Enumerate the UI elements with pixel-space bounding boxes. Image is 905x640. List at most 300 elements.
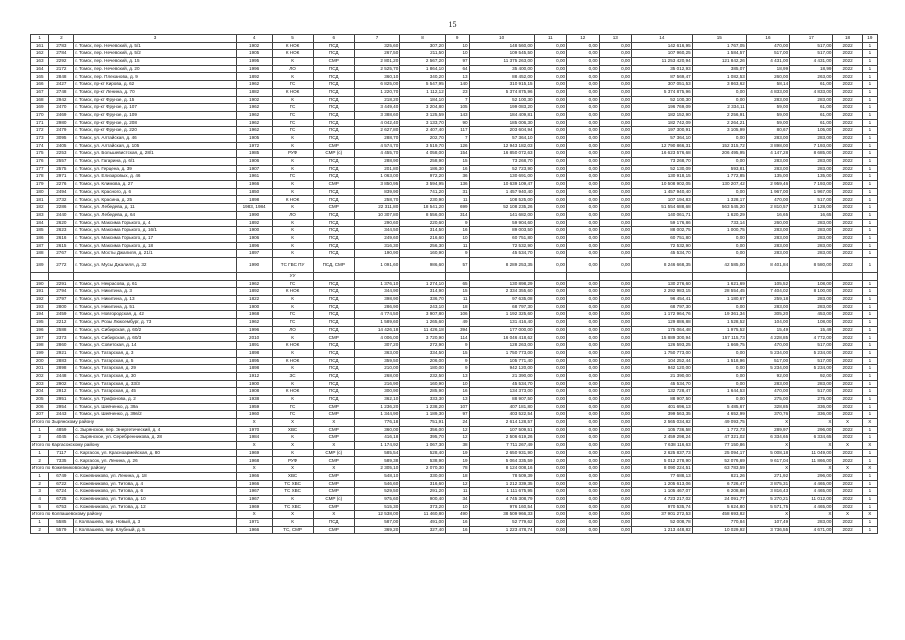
- table-cell: 6 334,65: [746, 434, 789, 442]
- table-cell: 344,90: [354, 288, 399, 296]
- table-row: [31, 395, 878, 403]
- table-cell: [692, 272, 746, 280]
- table-cell: 490: [445, 511, 469, 519]
- table-cell: г. Томск, ул. Климова, д. 27: [74, 181, 236, 189]
- table-cell: СМР: [313, 403, 354, 411]
- table-cell: X: [746, 511, 789, 519]
- table-cell: СМР: [313, 488, 354, 496]
- table-cell: 356,00: [400, 426, 445, 434]
- table-cell: 2022: [833, 150, 862, 158]
- table-cell: 2022: [833, 42, 862, 50]
- table-cell: 130 276,60: [632, 280, 693, 288]
- table-cell: К: [272, 380, 313, 388]
- table-cell: 2022: [833, 388, 862, 396]
- table-cell: г. Томск, ул. Никитина, д. 3: [74, 288, 236, 296]
- table-cell: УУ: [272, 272, 313, 280]
- table-cell: 0,00: [599, 104, 631, 112]
- table-cell: 131 416,40: [469, 319, 534, 327]
- table-cell: 453,00: [790, 311, 833, 319]
- table-row: [31, 426, 878, 434]
- table-cell: 52 076,69: [692, 457, 746, 465]
- table-cell: 0,00: [692, 395, 746, 403]
- table-cell: 458 693,82: [692, 511, 746, 519]
- table-cell: 0,00: [567, 334, 599, 342]
- table-cell: 256,30: [400, 242, 445, 250]
- table-cell: 8 124 008,16: [469, 465, 534, 473]
- table-cell: К: [272, 250, 313, 258]
- table-cell: 52 100,30: [632, 96, 693, 104]
- table-cell: 0,00: [567, 349, 599, 357]
- table-cell: 1938: [236, 395, 272, 403]
- table-cell: [31, 272, 49, 280]
- table-cell: 207: [31, 411, 49, 419]
- table-cell: 1 265,60: [400, 319, 445, 327]
- table-cell: 0,00: [599, 488, 631, 496]
- table-cell: [469, 272, 534, 280]
- table-cell: 0,00: [567, 96, 599, 104]
- table-cell: 1905: [236, 134, 272, 142]
- table-row: [31, 196, 878, 204]
- table-cell: 0,00: [599, 188, 631, 196]
- table-cell: 0,00: [534, 465, 566, 473]
- table-row: [31, 296, 878, 304]
- table-cell: 2022: [833, 426, 862, 434]
- table-cell: 1908: [236, 388, 272, 396]
- table-cell: 1: [862, 449, 877, 457]
- table-cell: 1: [862, 227, 877, 235]
- table-cell: 1 063,00: [354, 173, 399, 181]
- table-cell: 0,00: [599, 342, 631, 350]
- table-cell: 1: [862, 457, 877, 465]
- table-cell: 2022: [833, 411, 862, 419]
- table-cell: 589,38: [354, 457, 399, 465]
- table-cell: г. Томск, ул. Новгородская, д. 42: [74, 311, 236, 319]
- table-cell: 2443: [49, 411, 74, 419]
- table-cell: 97: [445, 411, 469, 419]
- table-cell: 8 090 224,51: [632, 465, 693, 473]
- table-cell: 184: [31, 219, 49, 227]
- table-cell: 5 012 278,90: [632, 457, 693, 465]
- table-cell: 975,60: [354, 495, 399, 503]
- table-cell: СМР: [313, 181, 354, 189]
- table-cell: 105 736,58: [632, 426, 693, 434]
- table-cell: 776,18: [354, 419, 399, 427]
- table-row: [31, 319, 878, 327]
- table-cell: 1 238,20: [400, 403, 445, 411]
- table-cell: К: [272, 518, 313, 526]
- table-cell: 2 459 298,24: [632, 434, 693, 442]
- table-cell: 325,60: [354, 42, 399, 50]
- table-cell: 0,00: [567, 104, 599, 112]
- table-cell: 1962: [236, 119, 272, 127]
- table-cell: ПСД: [313, 73, 354, 81]
- table-cell: 142 616,95: [632, 42, 693, 50]
- table-cell: 2022: [833, 96, 862, 104]
- table-cell: 12: [445, 434, 469, 442]
- table-cell: 1912: [236, 372, 272, 380]
- table-cell: 163: [31, 58, 49, 66]
- table-cell: ТС, СМР: [272, 526, 313, 534]
- table-cell: 0,00: [534, 142, 566, 150]
- table-cell: 344,50: [354, 227, 399, 235]
- table-cell: 0,00: [567, 81, 599, 89]
- column-number: 17: [790, 35, 833, 43]
- table-cell: 0,00: [534, 311, 566, 319]
- column-number-row: [31, 35, 878, 43]
- table-cell: 283,00: [790, 96, 833, 104]
- table-row: [31, 150, 878, 158]
- table-cell: 2291: [49, 280, 74, 288]
- table-cell: X: [313, 465, 354, 473]
- table-row: [31, 380, 878, 388]
- table-row: [31, 73, 878, 81]
- table-cell: г. Томск, ул. Советская, д. 14: [74, 342, 236, 350]
- table-cell: 1: [862, 181, 877, 189]
- table-cell: 362,10: [354, 395, 399, 403]
- table-cell: 2898: [49, 365, 74, 373]
- table-cell: г. Томск, ул. Никитина, д. 51: [74, 303, 236, 311]
- table-cell: К: [272, 227, 313, 235]
- table-cell: 0,00: [534, 50, 566, 58]
- table-cell: 65: [445, 280, 469, 288]
- table-cell: 1 111 675,95: [469, 488, 534, 496]
- table-cell: 517,00: [790, 196, 833, 204]
- table-cell: 1: [862, 503, 877, 511]
- table-cell: г. Томск, пер. Плеханова, д. 9: [74, 73, 236, 81]
- table-cell: 0,00: [567, 158, 599, 166]
- table-cell: 1990: [236, 211, 272, 219]
- column-number: 9: [445, 35, 469, 43]
- table-cell: 2022: [833, 134, 862, 142]
- table-cell: К НОК: [272, 42, 313, 50]
- table-cell: 196 769,09: [632, 104, 693, 112]
- table-cell: г. Томск, пер. Нечевский, д. 20: [74, 65, 236, 73]
- table-cell: К НОК: [272, 196, 313, 204]
- table-cell: 0,00: [567, 357, 599, 365]
- table-cell: X: [833, 465, 862, 473]
- table-cell: 587,00: [354, 518, 399, 526]
- table-cell: X: [236, 419, 272, 427]
- table-row: [31, 173, 878, 181]
- table-cell: 2022: [833, 303, 862, 311]
- table-cell: 0,00: [534, 88, 566, 96]
- table-cell: [400, 272, 445, 280]
- table-cell: 136: [445, 181, 469, 189]
- table-cell: 1: [862, 526, 877, 534]
- table-cell: 0,00: [567, 227, 599, 235]
- table-cell: X: [790, 465, 833, 473]
- table-row: [31, 204, 878, 212]
- table-cell: 1: [862, 73, 877, 81]
- table-cell: 15,49: [746, 326, 789, 334]
- table-cell: 249,60: [354, 234, 399, 242]
- table-cell: 2022: [833, 227, 862, 235]
- table-cell: 0,00: [534, 111, 566, 119]
- table-cell: ГС: [272, 81, 313, 89]
- table-cell: 401 696,13: [632, 403, 693, 411]
- table-cell: 1: [862, 242, 877, 250]
- table-cell: ПСД: [313, 134, 354, 142]
- table-cell: 57 364,10: [632, 134, 693, 142]
- table-cell: 2022: [833, 472, 862, 480]
- table-cell: г. Томск, ул. Сибирская, д. 60/2: [74, 326, 236, 334]
- table-cell: 517,00: [790, 42, 833, 50]
- table-cell: 385,07: [692, 65, 746, 73]
- table-cell: 188: [31, 250, 49, 258]
- table-cell: 63 783,59: [692, 465, 746, 473]
- table-cell: СМР: [313, 457, 354, 465]
- table-cell: 230,90: [400, 196, 445, 204]
- table-cell: 2921: [49, 349, 74, 357]
- table-cell: [599, 272, 631, 280]
- table-cell: 5 374 875,96: [469, 88, 534, 96]
- table-cell: ПСД: [313, 173, 354, 181]
- table-cell: 167: [31, 88, 49, 96]
- table-cell: г. Томск, ул. Алтайская, д. 105: [74, 142, 236, 150]
- table-cell: г. Томск, ул. Гагарина, д. 6/1: [74, 158, 236, 166]
- table-row: [31, 434, 878, 442]
- table-cell: 6 726,47: [692, 480, 746, 488]
- table-cell: 2022: [833, 526, 862, 534]
- table-cell: 2022: [833, 119, 862, 127]
- table-cell: 1: [862, 158, 877, 166]
- table-cell: 3 519,70: [400, 142, 445, 150]
- table-cell: X: [313, 419, 354, 427]
- column-number: 11: [534, 35, 566, 43]
- table-cell: 97: [445, 58, 469, 66]
- table-cell: ГС: [272, 411, 313, 419]
- table-cell: 7: [445, 96, 469, 104]
- table-cell: 283,00: [790, 303, 833, 311]
- table-cell: 2557: [49, 158, 74, 166]
- table-cell: 2783: [49, 42, 74, 50]
- table-cell: 283,00: [790, 380, 833, 388]
- table-cell: X: [746, 419, 789, 427]
- table-cell: 359,50: [354, 357, 399, 365]
- table-cell: 2405: [49, 142, 74, 150]
- table-cell: 21 390,00: [469, 372, 534, 380]
- table-cell: 3 816,43: [746, 488, 789, 496]
- table-cell: 152 315,72: [692, 142, 746, 150]
- table-cell: ТС ХВС: [272, 488, 313, 496]
- table-row: [31, 449, 878, 457]
- table-cell: 0,00: [534, 242, 566, 250]
- table-cell: 184,10: [400, 96, 445, 104]
- table-cell: 0,00: [534, 188, 566, 196]
- table-cell: 175: [31, 150, 49, 158]
- table-cell: 0,00: [599, 380, 631, 388]
- table-cell: 283,00: [790, 250, 833, 258]
- table-cell: 0,00: [567, 326, 599, 334]
- table-cell: г. Томск, ул. Никитина, д. 13: [74, 296, 236, 304]
- table-cell: г. Колпашево, пер. Клубный, д. 5: [74, 526, 236, 534]
- table-cell: 548,10: [354, 472, 399, 480]
- table-cell: ПСД: [313, 311, 354, 319]
- column-number: 3: [74, 35, 236, 43]
- table-cell: 0,00: [599, 426, 631, 434]
- table-cell: 2022: [833, 280, 862, 288]
- table-cell: 11 375 263,00: [469, 58, 534, 66]
- table-cell: 0,00: [599, 196, 631, 204]
- table-cell: 2022: [833, 480, 862, 488]
- table-row: [31, 42, 878, 50]
- table-cell: 0,00: [534, 319, 566, 327]
- table-cell: 1: [862, 518, 877, 526]
- table-cell: 1: [862, 142, 877, 150]
- table-cell: 24 091,77: [692, 495, 746, 503]
- table-cell: 1 772,85: [692, 173, 746, 181]
- table-cell: 2459: [49, 311, 74, 319]
- table-cell: 2772: [49, 257, 74, 272]
- table-cell: 1850: [236, 188, 272, 196]
- table-cell: 470,00: [746, 388, 789, 396]
- table-row: [31, 134, 878, 142]
- table-cell: К: [272, 434, 313, 442]
- table-cell: К: [272, 158, 313, 166]
- table-cell: 1: [862, 280, 877, 288]
- table-cell: 0,00: [599, 296, 631, 304]
- table-cell: 177 000,00: [469, 326, 534, 334]
- table-cell: 201,80: [354, 165, 399, 173]
- table-cell: 2615: [49, 242, 74, 250]
- table-cell: г. Томск, ул. Лебедева, д. 64: [74, 211, 236, 219]
- table-cell: 1983, 1984: [236, 204, 272, 212]
- table-cell: 1 344,90: [354, 411, 399, 419]
- table-cell: 0,00: [534, 134, 566, 142]
- table-row: [31, 334, 878, 342]
- table-cell: 4 833,00: [790, 88, 833, 96]
- table-cell: 3 736,55: [746, 526, 789, 534]
- table-cell: г. Томск, ул. Шевченко, д. 39в/2: [74, 411, 236, 419]
- table-cell: 1 180,67: [692, 296, 746, 304]
- table-cell: 0,00: [599, 311, 631, 319]
- table-row: [31, 349, 878, 357]
- table-cell: 0,00: [567, 150, 599, 158]
- table-cell: 0,00: [534, 42, 566, 50]
- table-cell: ТС ГВС ПУ: [272, 257, 313, 272]
- table-cell: 1: [31, 449, 49, 457]
- table-cell: 1: [862, 434, 877, 442]
- table-cell: 283,00: [746, 242, 789, 250]
- table-cell: 1: [862, 480, 877, 488]
- table-cell: 1896: [236, 242, 272, 250]
- table-cell: 2 801,20: [354, 58, 399, 66]
- table-cell: 336,00: [790, 411, 833, 419]
- table-cell: 699: [445, 204, 469, 212]
- table-cell: 130 691,00: [469, 173, 534, 181]
- table-cell: 45 534,70: [469, 380, 534, 388]
- table-cell: X: [236, 511, 272, 519]
- table-cell: 0,00: [567, 196, 599, 204]
- column-number: 2: [49, 35, 74, 43]
- table-cell: 1 528,52: [692, 319, 746, 327]
- table-cell: 2022: [833, 165, 862, 173]
- table-cell: г. Томск, ул. Мусы Джалиля, д. 32: [74, 257, 236, 272]
- table-cell: 78 509,39: [469, 472, 534, 480]
- table-cell: 272,90: [400, 342, 445, 350]
- table-cell: ПСД: [313, 357, 354, 365]
- table-cell: ПСД: [313, 50, 354, 58]
- table-cell: 0,00: [567, 518, 599, 526]
- table-cell: 220,60: [400, 219, 445, 227]
- table-cell: 12 790 866,31: [632, 142, 693, 150]
- table-cell: РУФ: [272, 457, 313, 465]
- table-cell: 154: [445, 150, 469, 158]
- table-cell: СМР: [313, 434, 354, 442]
- table-row: [31, 158, 878, 166]
- table-cell: 168: [31, 96, 49, 104]
- table-cell: К: [272, 142, 313, 150]
- table-cell: СМР: [313, 411, 354, 419]
- table-cell: 2022: [833, 488, 862, 496]
- table-cell: 0,00: [534, 365, 566, 373]
- table-cell: 2276: [49, 181, 74, 189]
- table-cell: 2022: [833, 395, 862, 403]
- table-cell: ГС: [272, 311, 313, 319]
- table-cell: г. Томск, пер. Нечевский, д. 5/1: [74, 42, 236, 50]
- table-cell: 96 454,41: [632, 296, 693, 304]
- table-cell: 4 774,50: [354, 311, 399, 319]
- table-cell: 0,00: [567, 411, 599, 419]
- table-cell: 49 093,75: [692, 419, 746, 427]
- table-cell: 3 720,90: [400, 334, 445, 342]
- table-row: [31, 111, 878, 119]
- table-cell: 0,00: [599, 204, 631, 212]
- table-cell: 2022: [833, 457, 862, 465]
- table-cell: 1 967,00: [746, 188, 789, 196]
- table-cell: 1906: [236, 158, 272, 166]
- table-cell: ГС: [272, 403, 313, 411]
- table-cell: 0,00: [534, 58, 566, 66]
- table-cell: 0,00: [599, 288, 631, 296]
- table-cell: 10: [445, 503, 469, 511]
- table-cell: 314,90: [400, 288, 445, 296]
- table-cell: 23: [445, 88, 469, 96]
- table-cell: ХВС: [272, 426, 313, 434]
- table-cell: 2022: [833, 365, 862, 373]
- table-cell: 8 556,00: [400, 211, 445, 219]
- table-cell: 1: [862, 319, 877, 327]
- table-cell: 0,00: [599, 303, 631, 311]
- table-cell: 0,00: [692, 96, 746, 104]
- table-cell: 9: [445, 250, 469, 258]
- table-row: [31, 326, 878, 334]
- table-cell: 200: [31, 357, 49, 365]
- table-cell: 0,00: [534, 227, 566, 235]
- table-cell: 4 465,00: [790, 488, 833, 496]
- table-cell: 2 506 619,26: [469, 434, 534, 442]
- table-cell: 0,00: [567, 242, 599, 250]
- table-cell: К: [272, 188, 313, 196]
- table-cell: 1902: [236, 96, 272, 104]
- table-cell: К: [272, 495, 313, 503]
- table-cell: СМР: [313, 503, 354, 511]
- table-cell: 0,00: [599, 411, 631, 419]
- table-row: [31, 81, 878, 89]
- table-cell: 130 898,29: [469, 280, 534, 288]
- table-cell: 160,90: [400, 250, 445, 258]
- table-cell: К НОК: [272, 388, 313, 396]
- table-cell: 1: [862, 211, 877, 219]
- table-cell: г. Томск, ул. Алтайская, д. 46: [74, 134, 236, 142]
- table-cell: ГС: [272, 111, 313, 119]
- table-cell: 2470: [49, 104, 74, 112]
- table-cell: 0,00: [599, 388, 631, 396]
- table-cell: 336,70: [400, 296, 445, 304]
- table-cell: 0,00: [567, 388, 599, 396]
- table-cell: 0,00: [599, 58, 631, 66]
- table-cell: 0,00: [534, 257, 566, 272]
